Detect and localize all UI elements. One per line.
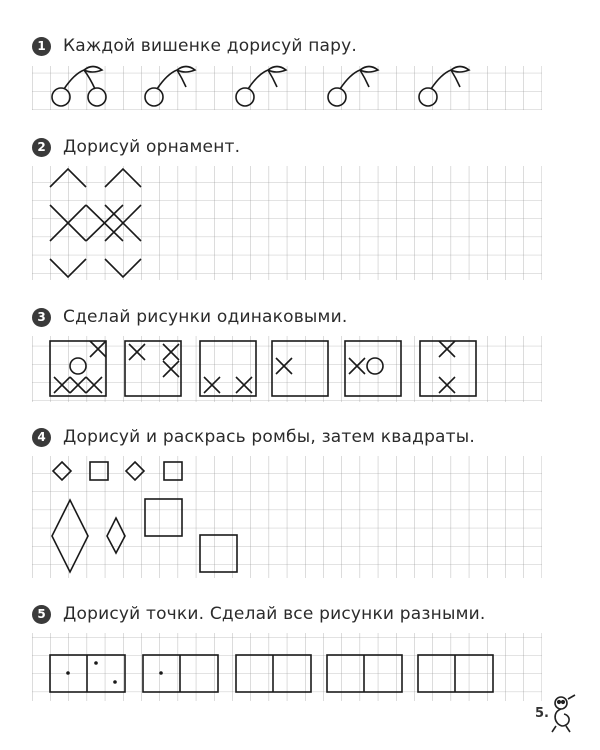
grid-task-5[interactable] (32, 633, 542, 701)
page-number: 5. (535, 706, 549, 721)
dot (66, 671, 70, 675)
task-instruction: Сделай рисунки одинаковыми. (63, 307, 348, 327)
task-number-badge: 5 (32, 605, 51, 624)
dot (94, 661, 98, 665)
task-number-badge: 4 (32, 428, 51, 447)
dot (113, 680, 117, 684)
task-instruction: Дорисуй орнамент. (63, 137, 241, 157)
grid-task-1[interactable] (32, 66, 542, 110)
task-instruction: Каждой вишенке дорисуй пару. (63, 36, 357, 56)
task-number-badge: 3 (32, 308, 51, 327)
task-number-badge: 2 (32, 138, 51, 157)
task-instruction: Дорисуй и раскрась ромбы, затем квадраты. (63, 427, 476, 447)
dot (159, 671, 163, 675)
mascot-icon (548, 694, 580, 734)
task-instruction: Дорисуй точки. Сделай все рисунки разными. (63, 604, 486, 624)
task-number-badge: 1 (32, 37, 51, 56)
